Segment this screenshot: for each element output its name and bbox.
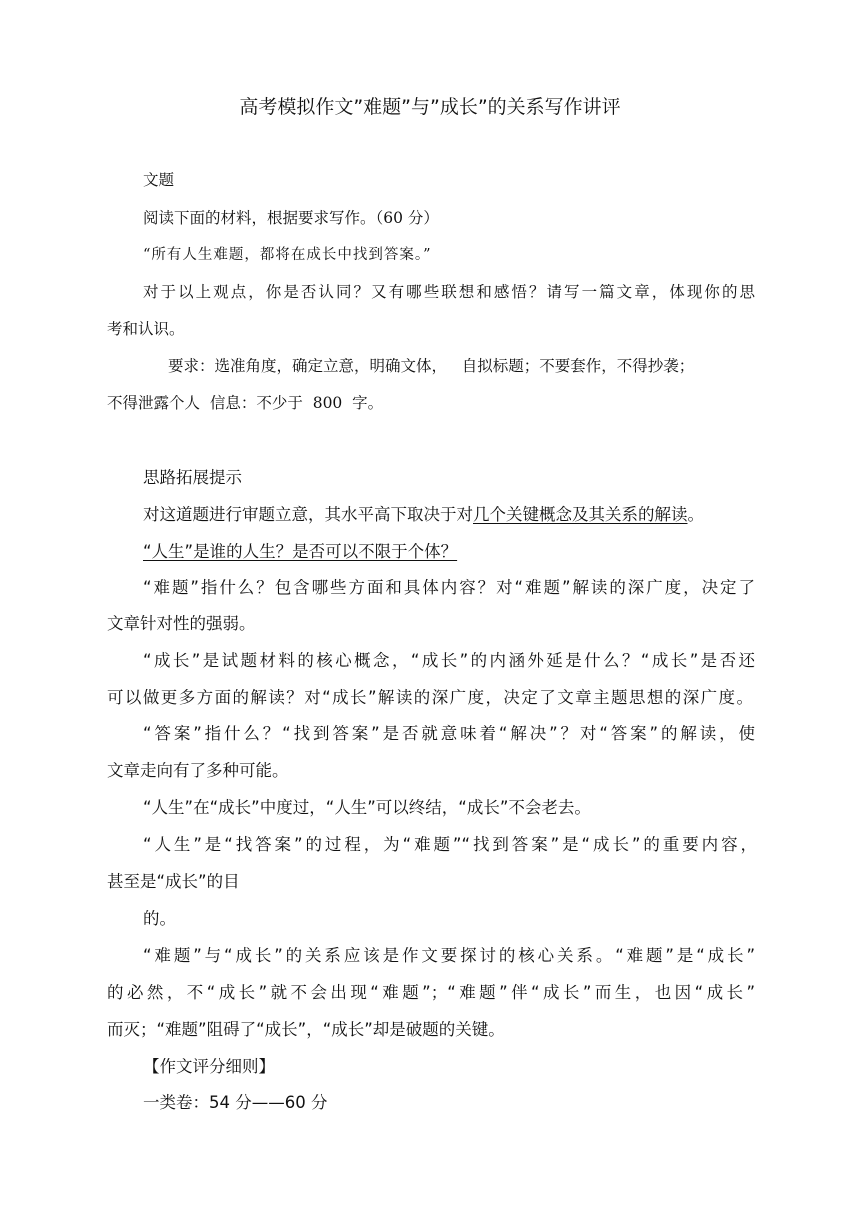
page-title: 高考模拟作文”难题”与”成长”的关系写作讲评 [239, 96, 621, 118]
hints-life-growth: “人生”在“成长”中度过，“人生”可以终结，“成长”不会老去。 [143, 798, 591, 817]
prompt-question-line2: 考和认识。 [107, 320, 185, 338]
hints-answer-line2: 文章走向有了多种可能。 [107, 761, 289, 780]
hints-process-line3: 的。 [143, 909, 176, 928]
hints-difficulty-line1: “难题”指什么？包含哪些方面和具体内容？对“难题”解读的深广度，决定了 [143, 578, 755, 597]
hints-intro [143, 501, 704, 525]
hints-process-line1: “人生”是“找答案”的过程，为“难题”“找到答案”是“成长”的重要内容， [143, 835, 757, 854]
prompt-requirement-line2: 不得泄露个人 信息：不少于 800 字。 [107, 394, 384, 412]
hints-relation-line2: 的必然，不“成长”就不会出现“难题”；“难题”伴“成长”而生，也因“成长” [107, 983, 755, 1002]
grading-heading: 【作文评分细则】 [143, 1057, 275, 1076]
hints-heading: 思路拓展提示 [143, 468, 242, 487]
hints-process-line2: 甚至是“成长”的目 [107, 872, 240, 891]
grading-first-class: 一类卷：54 分——60 分 [143, 1093, 328, 1112]
prompt-heading: 文题 [143, 171, 175, 189]
hints-answer-line1: “答案”指什么？“找到答案”是否就意味着“解决”？对“答案”的解读，使 [143, 724, 755, 743]
hints-intro-suffix: 。 [687, 505, 704, 524]
hints-growth-line1: “成长”是试题材料的核心概念，“成长”的内涵外延是什么？“成长”是否还 [143, 651, 755, 670]
prompt-quote: “所有人生难题，都将在成长中找到答案。” [143, 247, 432, 263]
hints-growth-line2: 可以做更多方面的解读？对“成长”解读的深广度，决定了文章主题思想的深广度。 [107, 688, 753, 707]
hints-difficulty-line2: 文章针对性的强弱。 [107, 614, 256, 633]
prompt-instruction: 阅读下面的材料，根据要求写作。（60 分） [143, 209, 439, 227]
hints-relation-line3: 而灭；“难题”阻碍了“成长”，“成长”却是破题的关键。 [107, 1020, 505, 1039]
hints-intro-key-concepts: 几个关键概念及其关系的解读 [473, 505, 688, 524]
hints-life-question: “人生”是谁的人生？是否可以不限于个体？ [143, 542, 458, 561]
prompt-requirement-line1: 要求：选准角度，确定立意，明确文体， 自拟标题；不要套作，不得抄袭； [168, 357, 695, 375]
prompt-question-line1: 对于以上观点，你是否认同？又有哪些联想和感悟？请写一篇文章，体现你的思 [143, 283, 755, 301]
hints-relation-line1: “难题”与“成长”的关系应该是作文要探讨的核心关系。“难题”是“成长” [143, 946, 755, 965]
hints-intro-prefix: 对这道题进行审题立意，其水平高下取决于对 [143, 505, 473, 524]
